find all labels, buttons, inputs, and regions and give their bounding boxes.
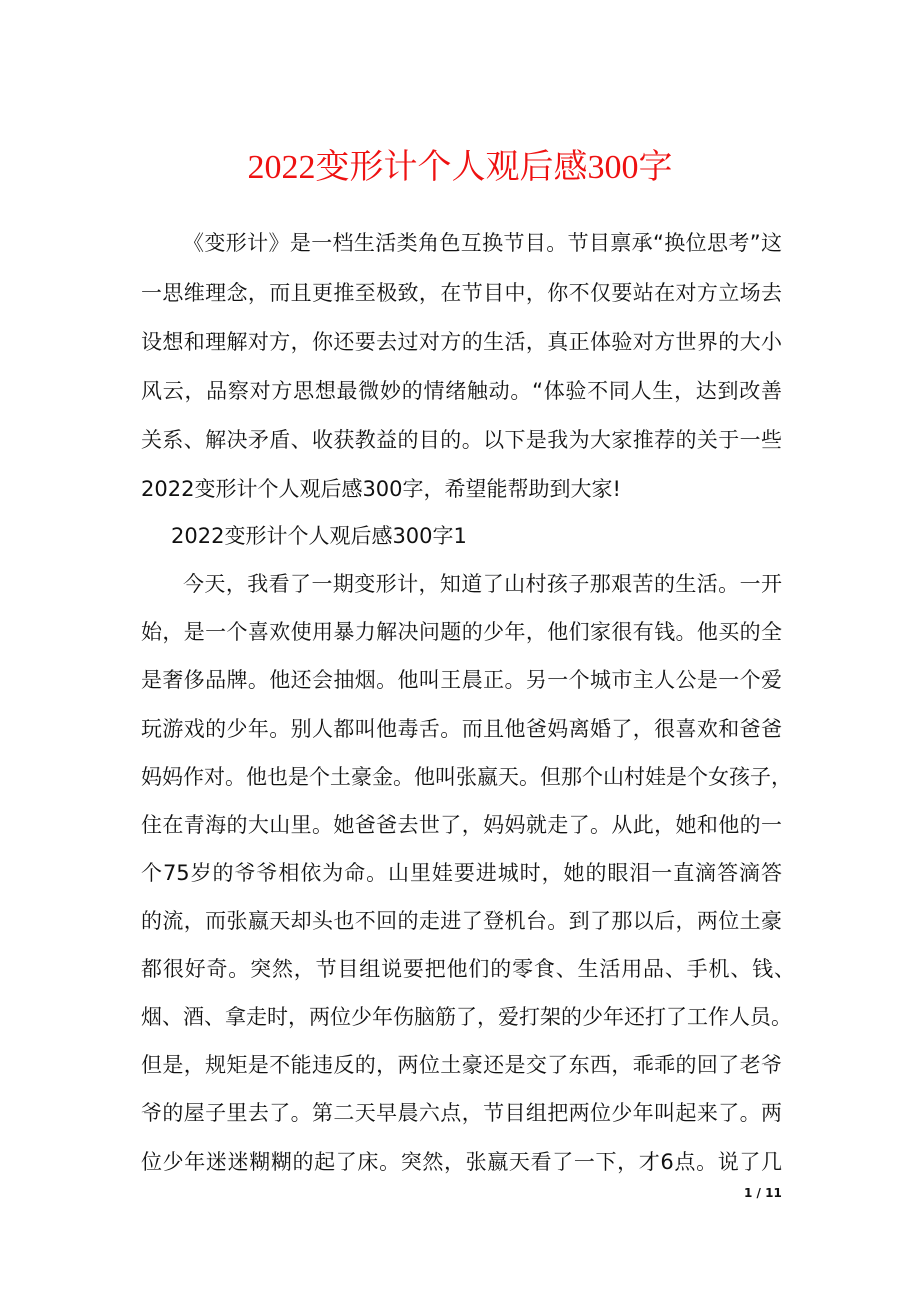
document-title: 2022变形计个人观后感300字 bbox=[247, 149, 673, 186]
body-line: 但是，规矩是不能违反的，两位土豪还是交了东西，乖乖的回了老爷 bbox=[141, 1053, 782, 1077]
page-number: 1 / 11 bbox=[744, 1186, 782, 1200]
body-line: 爷的屋子里去了。第二天早晨六点，节目组把两位少年叫起来了。两 bbox=[141, 1101, 782, 1125]
body-line: 妈妈作对。他也是个土豪金。他叫张嬴天。但那个山村娃是个女孩子， bbox=[141, 765, 792, 789]
body-line: 烟、酒、拿走时，两位少年伤脑筋了，爱打架的少年还打了工作人员。 bbox=[141, 1005, 792, 1029]
body-line: 始，是一个喜欢使用暴力解决问题的少年，他们家很有钱。他买的全 bbox=[141, 620, 782, 644]
section-heading: 2022变形计个人观后感300字1 bbox=[171, 524, 467, 548]
body-line: 玩游戏的少年。别人都叫他毒舌。而且他爸妈离婚了，很喜欢和爸爸 bbox=[141, 717, 782, 741]
body-line: 住在青海的大山里。她爸爸去世了，妈妈就走了。从此，她和他的一 bbox=[141, 813, 782, 837]
intro-line: 风云，品察对方思想最微妙的情绪触动。“体验不同人生，达到改善 bbox=[141, 379, 782, 403]
body-line: 的流，而张嬴天却头也不回的走进了登机台。到了那以后，两位土豪 bbox=[141, 909, 782, 933]
body-line: 都很好奇。突然，节目组说要把他们的零食、生活用品、手机、钱、 bbox=[141, 957, 795, 981]
body-line: 是奢侈品牌。他还会抽烟。他叫王晨正。另一个城市主人公是一个爱 bbox=[141, 668, 782, 692]
intro-line: 《变形计》是一档生活类角色互换节目。节目禀承“换位思考”这 bbox=[183, 231, 782, 255]
intro-line: 一思维理念，而且更推至极致，在节目中，你不仅要站在对方立场去 bbox=[141, 281, 782, 305]
body-line: 位少年迷迷糊糊的起了床。突然，张嬴天看了一下，才6点。说了几 bbox=[141, 1150, 782, 1174]
intro-line: 关系、解决矛盾、收获教益的目的。以下是我为大家推荐的关于一些 bbox=[141, 428, 782, 452]
body-line: 今天，我看了一期变形计，知道了山村孩子那艰苦的生活。一开 bbox=[183, 572, 782, 596]
intro-line: 设想和理解对方，你还要去过对方的生活，真正体验对方世界的大小 bbox=[141, 330, 782, 354]
body-line: 个75岁的爷爷相依为命。山里娃要进城时，她的眼泪一直滴答滴答 bbox=[141, 861, 782, 885]
intro-line: 2022变形计个人观后感300字，希望能帮助到大家! bbox=[141, 477, 621, 501]
